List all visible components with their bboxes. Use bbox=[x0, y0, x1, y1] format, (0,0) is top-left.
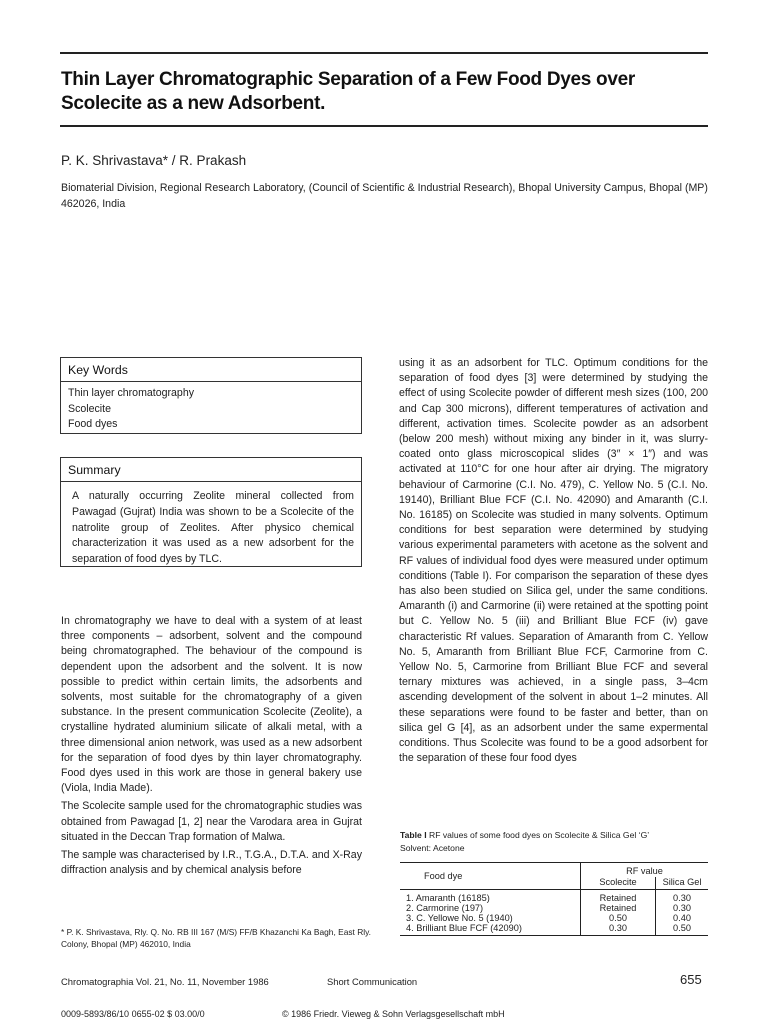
cell-scolecite: 0.30 bbox=[609, 923, 627, 933]
keyword-item: Scolecite bbox=[68, 402, 111, 415]
summary-box bbox=[60, 457, 362, 567]
cell-silica: 0.30 bbox=[656, 903, 709, 913]
cell-dye: 3. C. Yellowe No. 5 (1940) bbox=[400, 913, 581, 923]
col-header-silica-gel: Silica Gel bbox=[656, 877, 709, 890]
keywords-heading: Key Words bbox=[61, 358, 361, 382]
table-label: Table I bbox=[400, 830, 427, 840]
table-row bbox=[400, 913, 708, 923]
page-number: 655 bbox=[680, 972, 702, 987]
left-column bbox=[61, 614, 362, 878]
keyword-item: Food dyes bbox=[68, 418, 118, 430]
cell-scolecite: 0.50 bbox=[609, 913, 627, 923]
article-title: Thin Layer Chromatographic Separation of a Few Food Dyes over Scolecite as a new Adsorbent. bbox=[61, 69, 635, 114]
right-column bbox=[399, 356, 708, 766]
affiliation: Biomaterial Division, Regional Research Laboratory, (Council of Scientific & Industrial Research), Bhopal University Campus, Bhopal (MP) 462026, India bbox=[61, 182, 708, 210]
title-rule bbox=[60, 125, 708, 127]
top-rule bbox=[60, 52, 708, 54]
keyword-item: Thin layer chromatography bbox=[68, 387, 195, 399]
authors: P. K. Shrivastava* / R. Prakash bbox=[61, 153, 247, 168]
summary-text: A naturally occurring Zeolite mineral collected from Pawagad (Gujrat) India was shown to be a Scolecite of the natrolite group of Zeolites. After physico chemical characterization it was used as a new adsorbent for the separation of food dyes by TLC. bbox=[72, 490, 354, 566]
cell-dye: 4. Brilliant Blue FCF (42090) bbox=[400, 923, 581, 936]
cell-scolecite: Retained bbox=[599, 893, 637, 903]
table-solvent: Solvent: Acetone bbox=[400, 843, 465, 853]
table-row bbox=[400, 923, 708, 936]
cell-dye: 1. Amaranth (16185) bbox=[400, 890, 581, 904]
cell-scolecite: Retained bbox=[599, 903, 637, 913]
journal-citation: Chromatographia Vol. 21, No. 11, November 1986 bbox=[61, 976, 269, 987]
table-row bbox=[400, 890, 708, 904]
table-title: RF values of some food dyes on Scolecite & Silica Gel ‘G’ bbox=[428, 830, 650, 840]
body-paragraph: The sample was characterised by I.R., T.G.A., D.T.A. and X-Ray diffraction analysis and by chemical analysis before bbox=[61, 849, 362, 877]
summary-heading: Summary bbox=[61, 458, 361, 482]
cell-dye: 2. Carmorine (197) bbox=[400, 903, 581, 913]
table-caption bbox=[400, 829, 712, 855]
col-header-food-dye: Food dye bbox=[400, 863, 581, 890]
keywords-box bbox=[60, 357, 362, 434]
cell-silica: 0.50 bbox=[656, 923, 709, 936]
article-type: Short Communication bbox=[327, 976, 418, 987]
cell-silica: 0.40 bbox=[656, 913, 709, 923]
body-paragraph: In chromatography we have to deal with a system of at least three components – adsorbent, solvent and the compound being chromatographed. The behaviour of the compound is dependent upon the adsorbent and the solvent. It is now possible to predict within certain limits, the adsorbents and solvents, most suitable for the chromatography of a given substance. In the present communication Scolecite (Zeolite), a crystalline hydrated aluminium silicate of alkali metal, with a three dimensional anion network, was used as a new adsorbent for the separation of food dyes by thin layer chromatography. Food dyes used in this work are those in general bakery use (Viola, India Made). bbox=[61, 615, 362, 795]
body-paragraph: The Scolecite sample used for the chromatographic studies was obtained from Pawagad [1, 2] near the Varodara area in Gujrat situated in the Deccan Trap formation of Malwa. bbox=[61, 800, 362, 843]
keywords-list bbox=[61, 382, 361, 439]
issn-code: 0009-5893/86/10 0655-02 $ 03.00/0 bbox=[61, 1009, 205, 1019]
copyright: © 1986 Friedr. Vieweg & Sohn Verlagsgesellschaft mbH bbox=[282, 1009, 505, 1019]
author-footnote: * P. K. Shrivastava, Rly. Q. No. RB III 167 (M/S) FF/B Khazanchi Ka Bagh, East Rly. Colony, Bhopal (MP) 462010, India bbox=[61, 927, 371, 949]
table-row bbox=[400, 903, 708, 913]
col-header-rf-value: RF value bbox=[626, 866, 663, 877]
cell-silica: 0.30 bbox=[656, 890, 709, 904]
body-paragraph: using it as an adsorbent for TLC. Optimum conditions for the separation of food dyes [3] were determined by studying the effect of using Scolecite powder of different mesh sizes (100, 200 and Cap 300 microns), different temperatures of activation and different, activation times. Scolecite powder as an adsorbent (below 200 mesh) without mixing any binder in it, was slurry-coated onto glass microscopical slides (3″ × 1″) and was activated at 110°C for one hour after air drying. The migratory behaviour of Carmorine (C.I. No. 479), C. Yellow No. 5 (C.I. No. 19140), Brilliant Blue FCF (C.I. No. 42090) and Amaranth (C.I. No. 16185) on Scolecite was studied in many solvents. Optimum conditions for best separation were determined by studying various experimental parameters with acetone as the solvent and RF values of individual food dyes were measured under optimum conditions (Table I). For comparison the separation of these dyes has also been studied on Silica gel, under the same conditions. Amaranth (i) and Carmorine (ii) were retained at the spotting point but C. Yellow No. 5 (iii) and Brilliant Blue FCF (iv) gave characteristic Rf values. Separation of Amaranth from C. Yellow No. 5, Amaranth from Brilliant Blue FCF, Carmorine from C. Yellow No. 5, Carmorine from Brilliant Blue FCF and several ternary mixtures was achieved, in a single pass, 3–4cm ascending development of the solvent in about 1–2 minutes. All these separations were found to be faster and better, than on silica gel G [4], as an adsorbent under the same expermental conditions. Thus Scolecite was found to be a good adsorbent for the separation of these four food dyes bbox=[399, 357, 708, 765]
col-header-scolecite: Scolecite bbox=[599, 876, 637, 887]
rf-values-table bbox=[400, 862, 708, 936]
